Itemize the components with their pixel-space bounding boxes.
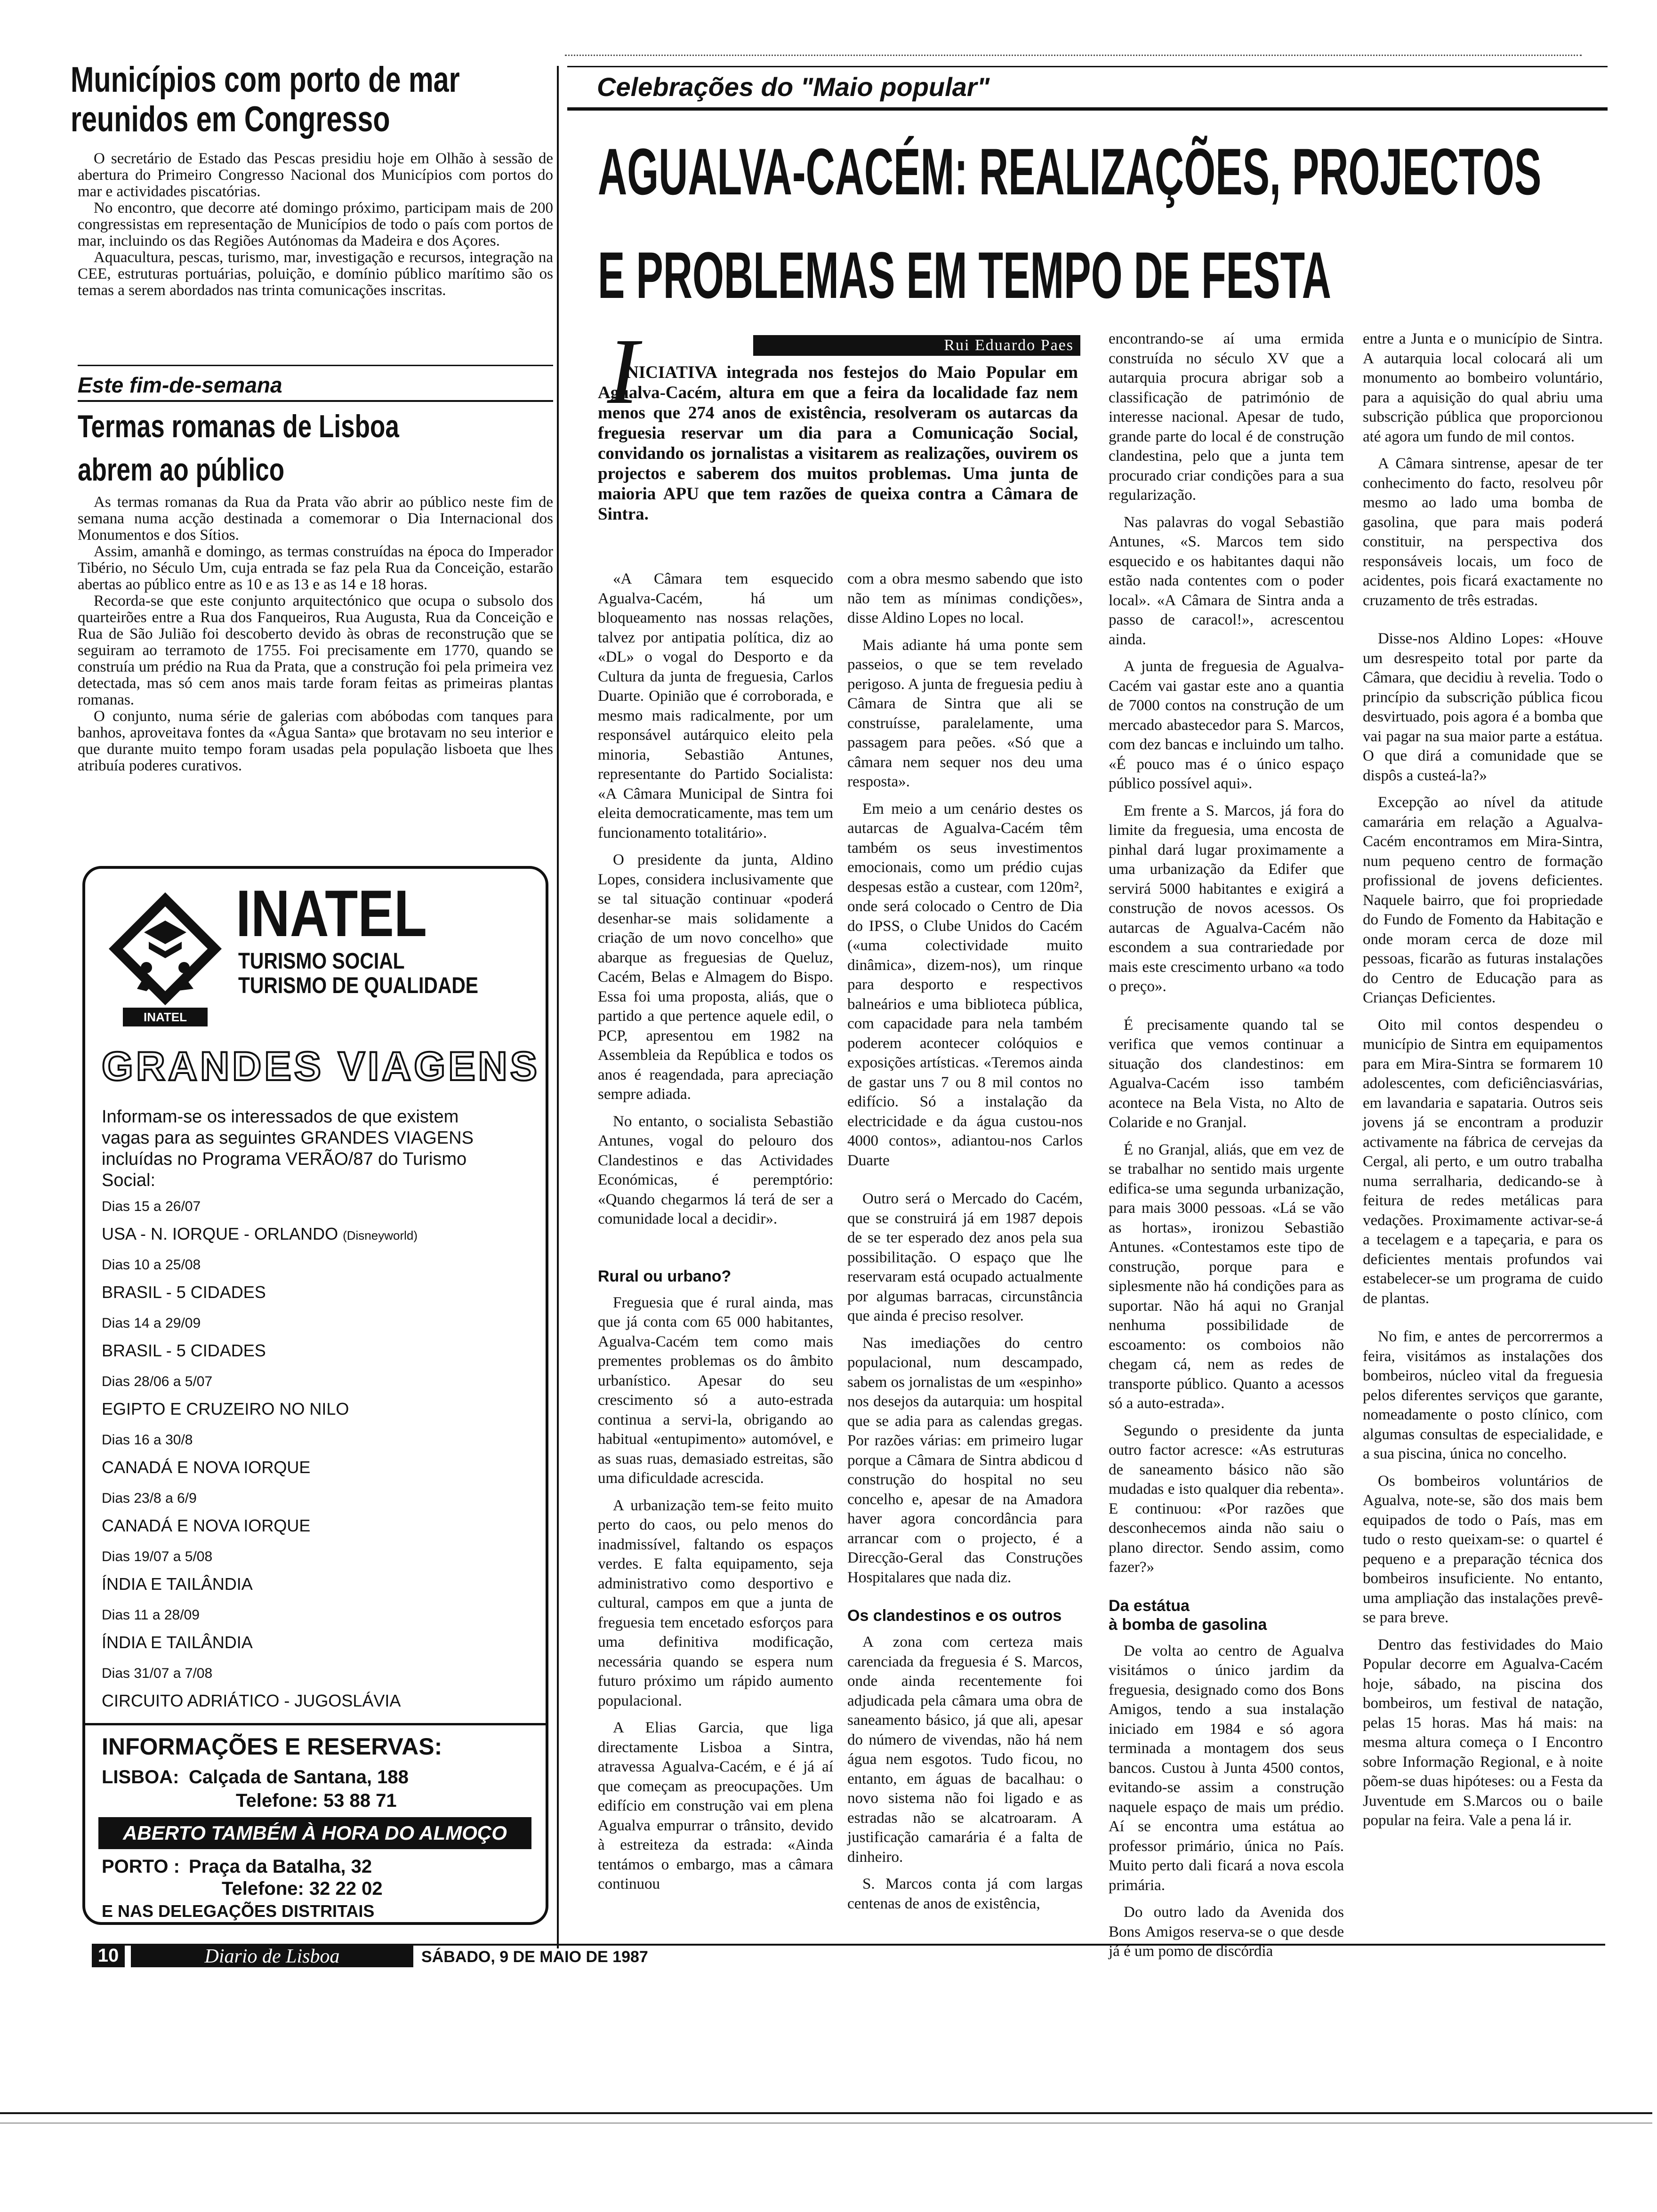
page-number: 10 [97, 1945, 119, 1966]
story2-kicker: Este fim-de-semana [78, 373, 282, 397]
inatel-logo-icon [104, 888, 226, 1029]
article-paragraph: Em frente a S. Marcos, já fora do limite da freguesia, uma encosta de pinhal dará lugar proximamente a uma urbanização da Edifer que servirá 5000 habitantes e exigirá a construção de novos acessos. Os autarcas de Agualva-Cacém não escondem a sua contrariedade por mais este crescimento urbano «a todo o preço». [1109, 802, 1344, 995]
kicker-bottom-rule [567, 107, 1608, 111]
lisboa-label: LISBOA: [102, 1767, 179, 1787]
subhead-rural: Rural ou urbano? [598, 1267, 732, 1285]
story1-headline-line2: reunidos em Congresso [71, 99, 390, 139]
trip-item [102, 1485, 544, 1544]
subhead-estatua-line2: à bomba de gasolina [1109, 1615, 1267, 1634]
story1-paragraph: Aquacultura, pescas, turismo, mar, investigação e recursos, integração na CEE, estruturas portuárias, poluição, e domínio público marítimo são os temas a serem abordados nas trinta comunicações inscritas. [78, 249, 553, 299]
trip-item [102, 1252, 544, 1310]
inatel-logo-text: INATEL [144, 1010, 187, 1024]
article-paragraph: Do outro lado da Avenida dos Bons Amigos reserva-se o que desde já é um pomo de discórdia [1109, 1904, 1344, 1960]
grandes-viagens-title: GRANDES VIAGENS [102, 1044, 540, 1089]
article-column-4 [1363, 329, 1603, 1838]
main-headline-line1: AGUALVA-CACÉM: REALIZAÇÕES, PROJECTOS [598, 135, 1542, 208]
trip-dates: Dias 19/07 a 5/08 [102, 1549, 213, 1564]
article-paragraph: A Elias Garcia, que liga directamente Lisboa a Sintra, atravessa Agualva-Cacém, e é já aí que começam as preocupações. Um edifício em construção vai em plena Agualva empurrar o trânsito, devido à estreiteza da estrada: «Ainda tentámos o embargo, mas a câmara continuou [598, 1719, 833, 1892]
footer-date: SÁBADO, 9 DE MAIO DE 1987 [421, 1948, 648, 1966]
story1-paragraph: No encontro, que decorre até domingo próximo, participam mais de 200 congressistas em representação de Municípios de todo o país com portos de mar, incluindo os das Regiões Autónomas da Madeira e dos Açores. [78, 200, 553, 249]
article-paragraph: No fim, e antes de percorrermos a feira, visitámos as instalações dos bombeiros, núcleo vital da freguesia pelos diferentes serviços que garante, nomeadamente o posto clínico, com algumas consultas de especialidade, e a sua piscina, única no concelho. [1363, 1328, 1603, 1462]
trip-item [102, 1369, 544, 1427]
article-paragraph: Nas imediações do centro populacional, num descampado, sabem os jornalistas de um «espinho» nos desejos da autarquia: um hospital que se adia para as calendas gregas. Por razões várias: em primeiro lugar porque a Câmara de Sintra abdicou d construção do hospital no seu concelho e, apesar de na Amadora haver agora concordância para arrancar com o projecto, é a Direcção-Geral das Construções Hospitalares que nada diz. [847, 1334, 1083, 1586]
article-column-3 [1109, 329, 1344, 1969]
trip-destination: CANADÁ E NOVA IORQUE [102, 1458, 311, 1477]
article-paragraph: Oito mil contos despendeu o município de Sintra em equipamentos para em Mira-Sintra se formarem 10 adolescentes, com deficiênciasvárias, em lavandaria e sapataria. Outros seis jovens já se encontram a produzir activamente na fábrica de cervejas da Cergal, ali perto, e um outro trabalha numa serralharia, dedicando-se à feitura de redes metálicas para vedações. Proximamente activar-se-á a tecelagem e a tapeçaria, e para os deficientes mentais profundos vai estabelecer-se um programa de cuido de plantas. [1363, 1016, 1603, 1307]
trip-item [102, 1427, 544, 1485]
article-paragraph: No entanto, o socialista Sebastião Antunes, vogal do pelouro dos Clandestinos e das Actividades Económicas, é peremptório: «Quando chegarmos lá terá de ser a comunidade local a decidir». [598, 1113, 833, 1227]
trip-destination: ÍNDIA E TAILÂNDIA [102, 1574, 253, 1594]
trip-destination: CIRCUITO ADRIÁTICO - JUGOSLÁVIA [102, 1691, 401, 1710]
article-paragraph: com a obra mesmo sabendo que isto não tem as mínimas condições», disse Aldino Lopes no local. [847, 570, 1083, 626]
article-paragraph: encontrando-se aí uma ermida construída no século XV que a autarquia procura abrigar sob a classificação de património de interesse nacional. Apesar de tudo, grande parte do local é de construção clandestina, pelo que a junta tem procurado criar condições para a sua regularização. [1109, 330, 1344, 504]
ad-divider [85, 1723, 546, 1725]
inatel-logo [104, 888, 226, 1029]
top-dotted-rule [565, 55, 1582, 57]
trip-destination: CANADÁ E NOVA IORQUE [102, 1516, 311, 1535]
article-paragraph: Os bombeiros voluntários de Agualva, note-se, são dos mais bem equipados de todo o País, mas em tudo o resto queixam-se: o quartel é pequeno e a preparação técnica dos bombeiros insuficiente. No entanto, uma ampliação das instalações prevê-se para breve. [1363, 1472, 1603, 1626]
kicker-top-rule [567, 66, 1608, 67]
article-paragraph: De volta ao centro de Agualva visitámos o único jardim da freguesia, designado como dos Bons Amigos, tendo a sua instalação iniciado em 1984 e só agora terminada a montagem dos seus bancos. Custou à Junta 4500 contos, evitando-se assim a construção naquele espaço de mais um prédio. Aí se encontra uma estátua ao professor primário, única no País. Muito perto dali ficará a nova escola primária. [1109, 1642, 1344, 1894]
article-paragraph: «A Câmara tem esquecido Agualva-Cacém, há um bloqueamento nas nossas relações, talvez por antipatia política, diz ao «DL» o vogal do Desporto e da Cultura da junta de freguesia, Carlos Duarte. Opinião que é corroborada, e mesmo mais radicalmente, por um responsável autárquico eleito pela minoria, Sebastião Antunes, representante do Partido Socialista: «A Câmara Municipal de Sintra foi eleita democraticamente, mas tem um funcionamento totalitário». [598, 570, 833, 842]
trip-dates: Dias 28/06 a 5/07 [102, 1374, 213, 1389]
trip-dates: Dias 11 a 28/09 [102, 1607, 200, 1623]
trip-dates: Dias 10 a 25/08 [102, 1257, 201, 1273]
info-title: INFORMAÇÕES E RESERVAS: [102, 1733, 442, 1760]
article-paragraph: Nas palavras do vogal Sebastião Antunes, «S. Marcos tem sido esquecido e os habitantes daqui não estão nada contentes com o poder local». «A Câmara de Sintra anda a passo de caracol!», acrescentou ainda. [1109, 513, 1344, 648]
ad-intro-line: Informam-se os interessados de que existem [102, 1107, 459, 1127]
article-column-1 [598, 569, 833, 1902]
article-paragraph: Freguesia que é rural ainda, mas que já conta com 65 000 habitantes, Agualva-Cacém tem como mais prementes problemas os do âmbito urbanístico. Apesar do seu crescimento só a auto-estrada continua a servi-la, obrigando ao habitual «entupimento» automóvel, e as suas ruas, demasiado estreitas, são uma dificuldade acrescida. [598, 1294, 833, 1487]
trip-item [102, 1310, 544, 1369]
kicker-underline [78, 400, 553, 402]
bottom-rule [0, 2112, 1652, 2114]
story2-body [78, 494, 553, 774]
byline-bar [753, 335, 1080, 356]
story2-paragraph: Recorda-se que este conjunto arquitectónico que ocupa o subsolo dos quarteirões entre a Rua dos Fanqueiros, Rua Augusta, Rua da Conceição e Rua de São Julião foi descoberto devido às obras de reconstrução que se seguiram ao terramoto de 1755. Foi precisamente em 1770, quando se construía um prédio na Rua da Prata, que a construção foi pela primeira vez detectada, mas só cem anos mais tarde foram feitas as primeiras plantas romanas. [78, 593, 553, 708]
story1-headline [71, 60, 551, 139]
trip-destination: BRASIL - 5 CIDADES [102, 1282, 266, 1302]
story1-body [78, 151, 553, 299]
ad-intro [102, 1106, 544, 1191]
article-paragraph: entre a Junta e o município de Sintra. A autarquia local colocará ali um monumento ao bombeiro voluntário, para a aquisição do qual abriu uma subscrição pública que proporcionou até agora um fundo de mil contos. [1363, 330, 1603, 445]
porto-label: PORTO : [102, 1856, 180, 1877]
porto-phone: Telefone: 32 22 02 [222, 1878, 383, 1899]
subhead-clandestinos: Os clandestinos e os outros [847, 1607, 1062, 1625]
story2-paragraph: O conjunto, numa série de galerias com abóbodas com tanques para banhos, aproveitava fontes da «Água Santa» que brotavam no seu interior e que durante muito tempo foram usadas pela população lisboeta que lhes atribuía poderes curativos. [78, 708, 553, 774]
article-paragraph: Dentro das festividades do Maio Popular decorre em Agualva-Cacém hoje, sábado, na piscina dos bombeiros, um festival de natação, pelas 15 horas. Mas há mais: na mesma altura começa o I Encontro sobre Informação Regional, e à noite põem-se duas hipóteses: ou a Festa da Juventude em S.Marcos ou o baile popular na feira. Vale a pena lá ir. [1363, 1636, 1603, 1829]
page-number-box [92, 1944, 125, 1967]
lunch-banner [98, 1817, 531, 1849]
trip-item [102, 1660, 544, 1719]
subhead-estatua [1109, 1596, 1344, 1634]
main-headline-line2: E PROBLEMAS EM TEMPO DE FESTA [598, 238, 1331, 312]
trip-destination: BRASIL - 5 CIDADES [102, 1341, 266, 1360]
ad-footer: E NAS DELEGAÇÕES DISTRITAIS [102, 1901, 375, 1921]
inatel-ad [82, 866, 548, 1925]
masthead: Diario de Lisboa [204, 1946, 340, 1967]
trip-item [102, 1194, 544, 1252]
story2-paragraph: Assim, amanhã e domingo, as termas construídas na época do Imperador Tibério, no Século Um, cuja entrada se faz pela Rua da Conceição, estarão abertas ao público entre as 10 e as 13 e as 14 e 18 horas. [78, 543, 553, 593]
article-paragraph: A junta de freguesia de Agualva-Cacém vai gastar este ano a quantia de 7000 contos na construção de um mercado abastecedor para S. Marcos, com dez bancas e incluindo um talho. «É pouco mas é o único espaço público possível aqui». [1109, 658, 1344, 792]
trip-destination [102, 1220, 544, 1250]
ad-intro-line: Social: [102, 1170, 156, 1190]
lead-text: NICIATIVA integrada nos festejos do Maio Popular em Agualva-Cacém, altura em que a feira da localidade faz nem menos que 274 anos de existência, resolveram os autarcas da freguesia reservar um dia para a Comunicação Social, convidando os jornalistas a visitarem as realizações, ouvirem os projectos e saberem dos muitos problemas. Uma junta de maioria APU que tem razões de queixa contra a Câmara de Sintra. [598, 363, 1078, 524]
story2-headline-line1: Termas romanas de Lisboa [78, 409, 399, 444]
trip-dates: Dias 23/8 a 6/9 [102, 1491, 197, 1506]
article-paragraph: É precisamente quando tal se verifica que vemos continuar a situação dos clandestinos: em Agualva-Cacém isso também acontece na Bela Vista, no Alto de Colaride e no Granjal. [1109, 1016, 1344, 1131]
lead-paragraph [598, 362, 1078, 524]
porto-address: Praça da Batalha, 32 [189, 1856, 372, 1877]
trip-destination-text: USA - N. IORQUE - ORLANDO [102, 1224, 338, 1243]
trip-dates: Dias 31/07 a 7/08 [102, 1666, 213, 1681]
article-paragraph: Mais adiante há uma ponte sem passeios, o que se tem revelado perigoso. A junta de freguesia pediu à Câmara de Sintra que ali se construísse, paralelamente, uma passagem para peões. «Só que a câmara nem sequer nos deu uma resposta». [847, 636, 1083, 790]
lisboa-address: Calçada de Santana, 188 [189, 1767, 409, 1787]
inatel-tagline-2: TURISMO DE QUALIDADE [238, 973, 478, 998]
article-paragraph: Excepção ao nível da atitude camarária em relação a Agualva-Cacém encontramos em Mira-Sintra, num pequeno centro de formação profissional de jovens deficientes. Naquele bairro, que foi propriedade do Fundo de Fomento da Habitação e onde moram cerca de doze mil pessoas, ficarão as futuras instalações do Centro de Educação para as Crianças Deficientes. [1363, 794, 1603, 1006]
article-paragraph: A urbanização tem-se feito muito perto do caos, ou pelo menos do inadmissível, faltando os espaços verdes. E falta equipamento, seja administrativo como desportivo e cultural, campos em que a junta de freguesia tem encetado esforços para uma definitiva modificação, necessária quando se espera num futuro próximo um rápido aumento populacional. [598, 1497, 833, 1709]
drop-cap: I [607, 320, 639, 424]
story-divider [78, 365, 553, 366]
ad-intro-line: vagas para as seguintes GRANDES VIAGENS [102, 1128, 474, 1148]
story1-paragraph: O secretário de Estado das Pescas presidiu hoje em Olhão à sessão de abertura do Primeiro Congresso Nacional dos Municípios com portos do mar e actividades piscatórias. [78, 150, 553, 200]
story2-headline [78, 405, 553, 491]
bottom-rule-thin [0, 2123, 1652, 2124]
trip-item [102, 1544, 544, 1602]
article-paragraph: A zona com certeza mais carenciada da freguesia é S. Marcos, onde ainda recentemente foi adjudicada pela câmara uma obra de saneamento básico, já que ali, apesar do número de vivendas, não há nem água nem esgotos. Tudo ficou, no entanto, em águas de bacalhau: o novo sistema não foi ligado e as estradas não se alcatroaram. A justificação camarária é a falta de dinheiro. [847, 1634, 1083, 1866]
story2-headline-line2: abrem ao público [78, 452, 285, 488]
byline: Rui Eduardo Paes [944, 337, 1074, 354]
inatel-brand: INATEL [236, 876, 427, 950]
main-kicker: Celebrações do "Maio popular" [597, 72, 990, 102]
article-paragraph: Outro será o Mercado do Cacém, que se construirá já em 1987 depois de se ter esperado dez anos pela sua possibilitação. O espaço que lhe reservaram está ocupado actualmente por algumas barracas, circunstância que ainda é preciso resolver. [847, 1190, 1083, 1324]
trip-destination: ÍNDIA E TAILÂNDIA [102, 1633, 253, 1652]
article-paragraph: Segundo o presidente da junta outro factor acresce: «As estruturas de saneamento básico não são mudadas e isto qualquer dia rebenta». E continuou: «Por razões que desconhecemos ainda não saiu o plano director. Sendo assim, como fazer?» [1109, 1422, 1344, 1576]
trip-list [102, 1194, 544, 1719]
article-paragraph: O presidente da junta, Aldino Lopes, considera inclusivamente que se tal situação continuar «poderá desenhar-se mais solidamente a criação de um novo concelho» que abarque as freguesias de Queluz, Cacém, Belas e Almagem do Bispo. Essa foi uma proposta, aliás, que o partido a que pertence aquele edil, o PCP, apresentou em 1982 na Assembleia da República e todos os anos é reagendada, para apreciação sempre adiada. [598, 851, 833, 1103]
masthead-box [131, 1946, 413, 1967]
ad-intro-line: incluídas no Programa VERÃO/87 do Turismo [102, 1149, 467, 1169]
inatel-tagline-1: TURISMO SOCIAL [238, 949, 405, 974]
article-paragraph: É no Granjal, aliás, que em vez de se trabalhar no sentido mais urgente edifica-se uma segunda urbanização, para mais 3000 pessoas. «Lá se vão as hortas», ironizou Sebastião Antunes. «Contestamos este tipo de construção, porque para e siplesmente não há condições para as suportar. Não há aqui no Granjal nenhuma possibilidade de escoamento: os comboios não chegam cá, nem as redes de transporte público. Quanto a acessos só a auto-estrada». [1109, 1141, 1344, 1412]
story1-headline-line1: Municípios com porto de mar [71, 60, 460, 100]
article-paragraph: A Câmara sintrense, apesar de ter conhecimento do facto, resolveu pôr mesmo ao lado uma bomba de gasolina, que para mais poderá constituir, na perspectiva dos responsáveis locais, um foco de acidentes, pois ficará exactamente no cruzamento de três estradas. [1363, 455, 1603, 609]
article-column-2 [847, 569, 1083, 1921]
article-paragraph: S. Marcos conta já com largas centenas de anos de existência, [847, 1875, 1083, 1912]
story2-paragraph: As termas romanas da Rua da Prata vão abrir ao público neste fim de semana numa acção destinada a comemorar o Dia Internacional dos Monumentos e dos Sítios. [78, 494, 553, 544]
trip-note: (Disneyworld) [343, 1228, 418, 1242]
trip-dates: Dias 14 a 29/09 [102, 1315, 201, 1331]
trip-destination: EGIPTO E CRUZEIRO NO NILO [102, 1399, 349, 1419]
lunch-banner-text: ABERTO TAMBÉM À HORA DO ALMOÇO [123, 1822, 507, 1844]
lisboa-phone: Telefone: 53 88 71 [236, 1790, 397, 1811]
trip-dates: Dias 16 a 30/8 [102, 1432, 193, 1448]
article-paragraph: Disse-nos Aldino Lopes: «Houve um desrespeito total por parte da Câmara, que decidiu à revelia. Todo o princípio da subscrição pública ficou desvirtuado, pois agora é a bomba que vai pagar na sua maior parte a estátua. O que dirá a comunidade que se dispôs a custeá-la?» [1363, 630, 1603, 784]
article-paragraph: Em meio a um cenário destes os autarcas de Agualva-Cacém têm também os seus investimentos emocionais, como um prédio cujas despesas estão a custear, com 120m², onde será colocado o Centro de Dia do IPSS, o Clube Unidos do Cacém («uma colectividade muito dinâmica», dizem-nos), um rinque para desporto e respectivos balneários e uma biblioteca pública, com capacidade para nela também poderem acontecer colóquios e exposições artísticas. «Teremos ainda de gastar uns 7 ou 8 mil contos no edifício. Só a instalação da electricidade e da água custou-nos 4000 contos», adiantou-nos Carlos Duarte [847, 800, 1083, 1169]
subhead-estatua-line1: Da estátua [1109, 1596, 1190, 1615]
trip-item [102, 1602, 544, 1660]
left-column-separator [557, 66, 559, 1948]
trip-dates: Dias 15 a 26/07 [102, 1199, 201, 1214]
